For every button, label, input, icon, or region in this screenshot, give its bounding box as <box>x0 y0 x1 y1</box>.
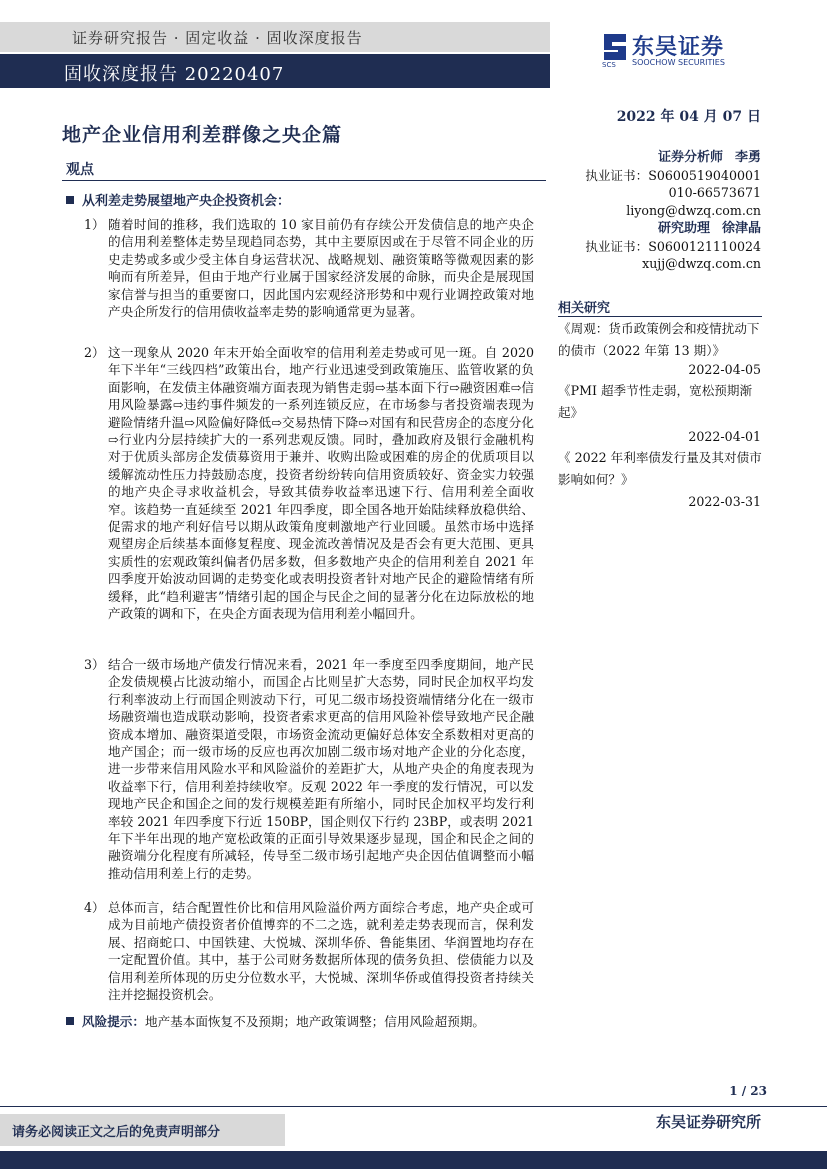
paragraph-text: 结合一级市场地产债发行情况来看，2021 年一季度至四季度期间，地产民企发债规模占比波动缩小，而国企占比则呈扩大态势，同时民企加权平均发行利率波动上行而国企则波动下行，可见二级市场投资端情绪分化在一级市场融资端也造成联动影响，投资者索求更高的信用风险补偿导致地产民企融资成本增加、融资渠道受限，市场资金流动更偏好总体安全系数相对更高的地产国企；而一级市场的反应也再次加剧二级市场对地产企业的分化态度，进一步带来信用风险水平和风险溢价的差距扩大，从地产央企的角度表现为收益率下行，信用利差持续收窄。反观 2022 年一季度的发行情况，可以发现地产民企和国企之间的发行规模差距有所缩小，同时民企加权平均发行利率较 2021 年四季度下行近 150BP，国企则仅下行约 23BP，或表明 2021 年下半年出现的地产宽松政策的正面引导效果逐步显现，国企和民企之间的融资端分化程度有所减轻，传导至二级市场引起地产央企因估值调整而小幅推动信用利差上行的走势。 <box>108 657 534 881</box>
assistant-email[interactable]: xujj@dwzq.com.cn <box>642 256 761 271</box>
paragraph-number: 2） <box>84 345 105 360</box>
paragraph-number: 1） <box>84 217 105 232</box>
header-breadcrumb: 证券研究报告 · 固定收益 · 固收深度报告 <box>72 29 363 47</box>
paragraph-text: 这一现象从 2020 年末开始全面收窄的信用利差走势或可见一斑。自 2020 年下半年“三线四档”政策出台，地产行业迅速受到政策施压、监管收紧的负面影响，在发债主体融资端方面表现为销售走弱⇨基本面下行⇨融资困难⇨信用风险暴露⇨违约事件频发的一系列连锁反应，在市场参与者投资端表现为避险情绪升温⇨风险偏好降低⇨交易热情下降⇨对国有和民营房企的态度分化⇨行业内分层持续扩大的一系列悲观反馈。同时，叠加政府及银行金融机构对于优质头部房企发债募资用于兼并、收购出险或困难的房企的优质项目以缓解流动性压力持鼓励态度，投资者纷纷转向信用资质较好、资金实力较强的地产央企寻求收益机会，导致其债券收益率迅速下行、信用利差全面收窄。该趋势一直延续至 2021 年四季度，即全国各地开始陆续释放稳供给、促需求的地产利好信号以期从政策角度刺激地产行业回暖。虽然市场中选择观望房企后续基本面修复程度、现金流改善情况及是否会有更大范围、更具实质性的宏观政策纠偏者仍居多数，但多数地产央企的信用利差自 2021 年四季度开始波动回调的走势变化或表明投资者针对地产民企的避险情绪有所缓释，此“趋利避害”情绪引起的国企与民企之间的显著分化在边际放松的地产政策的调和下，在央企方面表现为信用利差小幅回升。 <box>108 345 534 622</box>
related-item-date: 2022-04-01 <box>688 429 761 444</box>
disclaimer-bar <box>0 1114 285 1146</box>
paragraph-text: 总体而言，结合配置性价比和信用风险溢价两方面综合考虑，地产央企或可成为目前地产债投资者价值博弈的不二之选，就利差走势表现而言，保利发展、招商蛇口、中国铁建、大悦城、深圳华侨、鲁能集团、华润置地均存在一定配置价值。其中，基于公司财务数据所体现的债务负担、偿债能力以及信用利差所体现的历史分位数水平，大悦城、深圳华侨或值得投资者持续关注并挖掘投资机会。 <box>108 900 534 1003</box>
company-logo <box>600 30 770 70</box>
company-name-cn: 东吴证券 <box>632 35 725 60</box>
header-report-type-bar <box>0 54 550 88</box>
square-bullet-icon <box>66 196 74 204</box>
paragraph-2 <box>84 344 534 623</box>
header-breadcrumb-bar <box>0 22 550 52</box>
risk-text: 地产基本面恢复不及预期；地产政策调整；信用风险超预期。 <box>144 1014 485 1029</box>
viewpoint-label: 观点 <box>66 162 94 178</box>
risk-warning <box>66 1011 485 1030</box>
analyst-label: 证券分析师 <box>657 150 723 165</box>
logo-abbr: SCS <box>602 61 616 68</box>
risk-label: 风险提示： <box>82 1014 145 1029</box>
paragraph-number: 4） <box>84 900 105 915</box>
related-research-title: 相关研究 <box>558 301 611 316</box>
footer-bar <box>0 1151 827 1169</box>
paragraph-number: 3） <box>84 657 105 672</box>
logo-mark-icon <box>600 30 630 68</box>
assistant-name: 徐津晶 <box>721 221 761 236</box>
divider <box>558 316 762 317</box>
disclaimer-text: 请务必阅读正文之后的免责声明部分 <box>12 1125 221 1140</box>
section-heading <box>66 190 290 209</box>
footer-divider <box>0 1106 827 1107</box>
related-item[interactable]: 《周观：货币政策例会和疫情扰动下的债市（2022 年第 13 期）》 <box>558 321 760 358</box>
analyst-cert: 执业证书：S0600519040001 <box>585 167 761 183</box>
related-item-date: 2022-03-31 <box>688 494 761 509</box>
assistant-label: 研究助理 <box>657 221 710 236</box>
analyst-name: 李勇 <box>734 150 761 165</box>
section-heading-text: 从利差走势展望地产央企投资机会： <box>82 194 291 209</box>
paragraph-3 <box>84 656 534 882</box>
analyst-phone: 010-66573671 <box>668 185 761 200</box>
report-type: 固收深度报告 20220407 <box>64 64 285 85</box>
related-item[interactable]: 《 2022 年利率债发行量及其对债市影响如何？》 <box>558 450 762 487</box>
institute-name: 东吴证券研究所 <box>655 1113 761 1131</box>
report-title: 地产企业信用利差群像之央企篇 <box>62 124 343 146</box>
divider <box>62 180 546 181</box>
related-item-date: 2022-04-05 <box>688 362 761 377</box>
paragraph-4 <box>84 899 534 1003</box>
analyst-email[interactable]: liyong@dwzq.com.cn <box>626 202 761 218</box>
paragraph-1 <box>84 216 534 320</box>
company-name-en: SOOCHOW SECURITIES <box>632 58 725 67</box>
square-bullet-icon <box>66 1017 74 1025</box>
related-item[interactable]: 《PMI 超季节性走弱，宽松预期渐起》 <box>558 383 753 420</box>
assistant-cert: 执业证书：S0600121110024 <box>585 238 761 254</box>
paragraph-text: 随着时间的推移，我们选取的 10 家目前仍有存续公开发债信息的地产央企的信用利差整体走势呈现趋同态势，其中主要原因或在于尽管不同企业的历史走势或多或少受主体自身运营状况、战略规划、融资策略等微观因素的影响而有所差异，但由于地产行业属于国家经济发展的命脉，而央企是展现国家信誉与担当的重要窗口，因此国内宏观经济形势和中观行业调控政策对地产央企所发行的信用债收益率走势的影响通常更为显著。 <box>108 217 534 320</box>
page-number: 1 / 23 <box>729 1084 767 1098</box>
report-date: 2022 年 04 月 07 日 <box>616 109 761 125</box>
analyst-block <box>585 148 761 273</box>
